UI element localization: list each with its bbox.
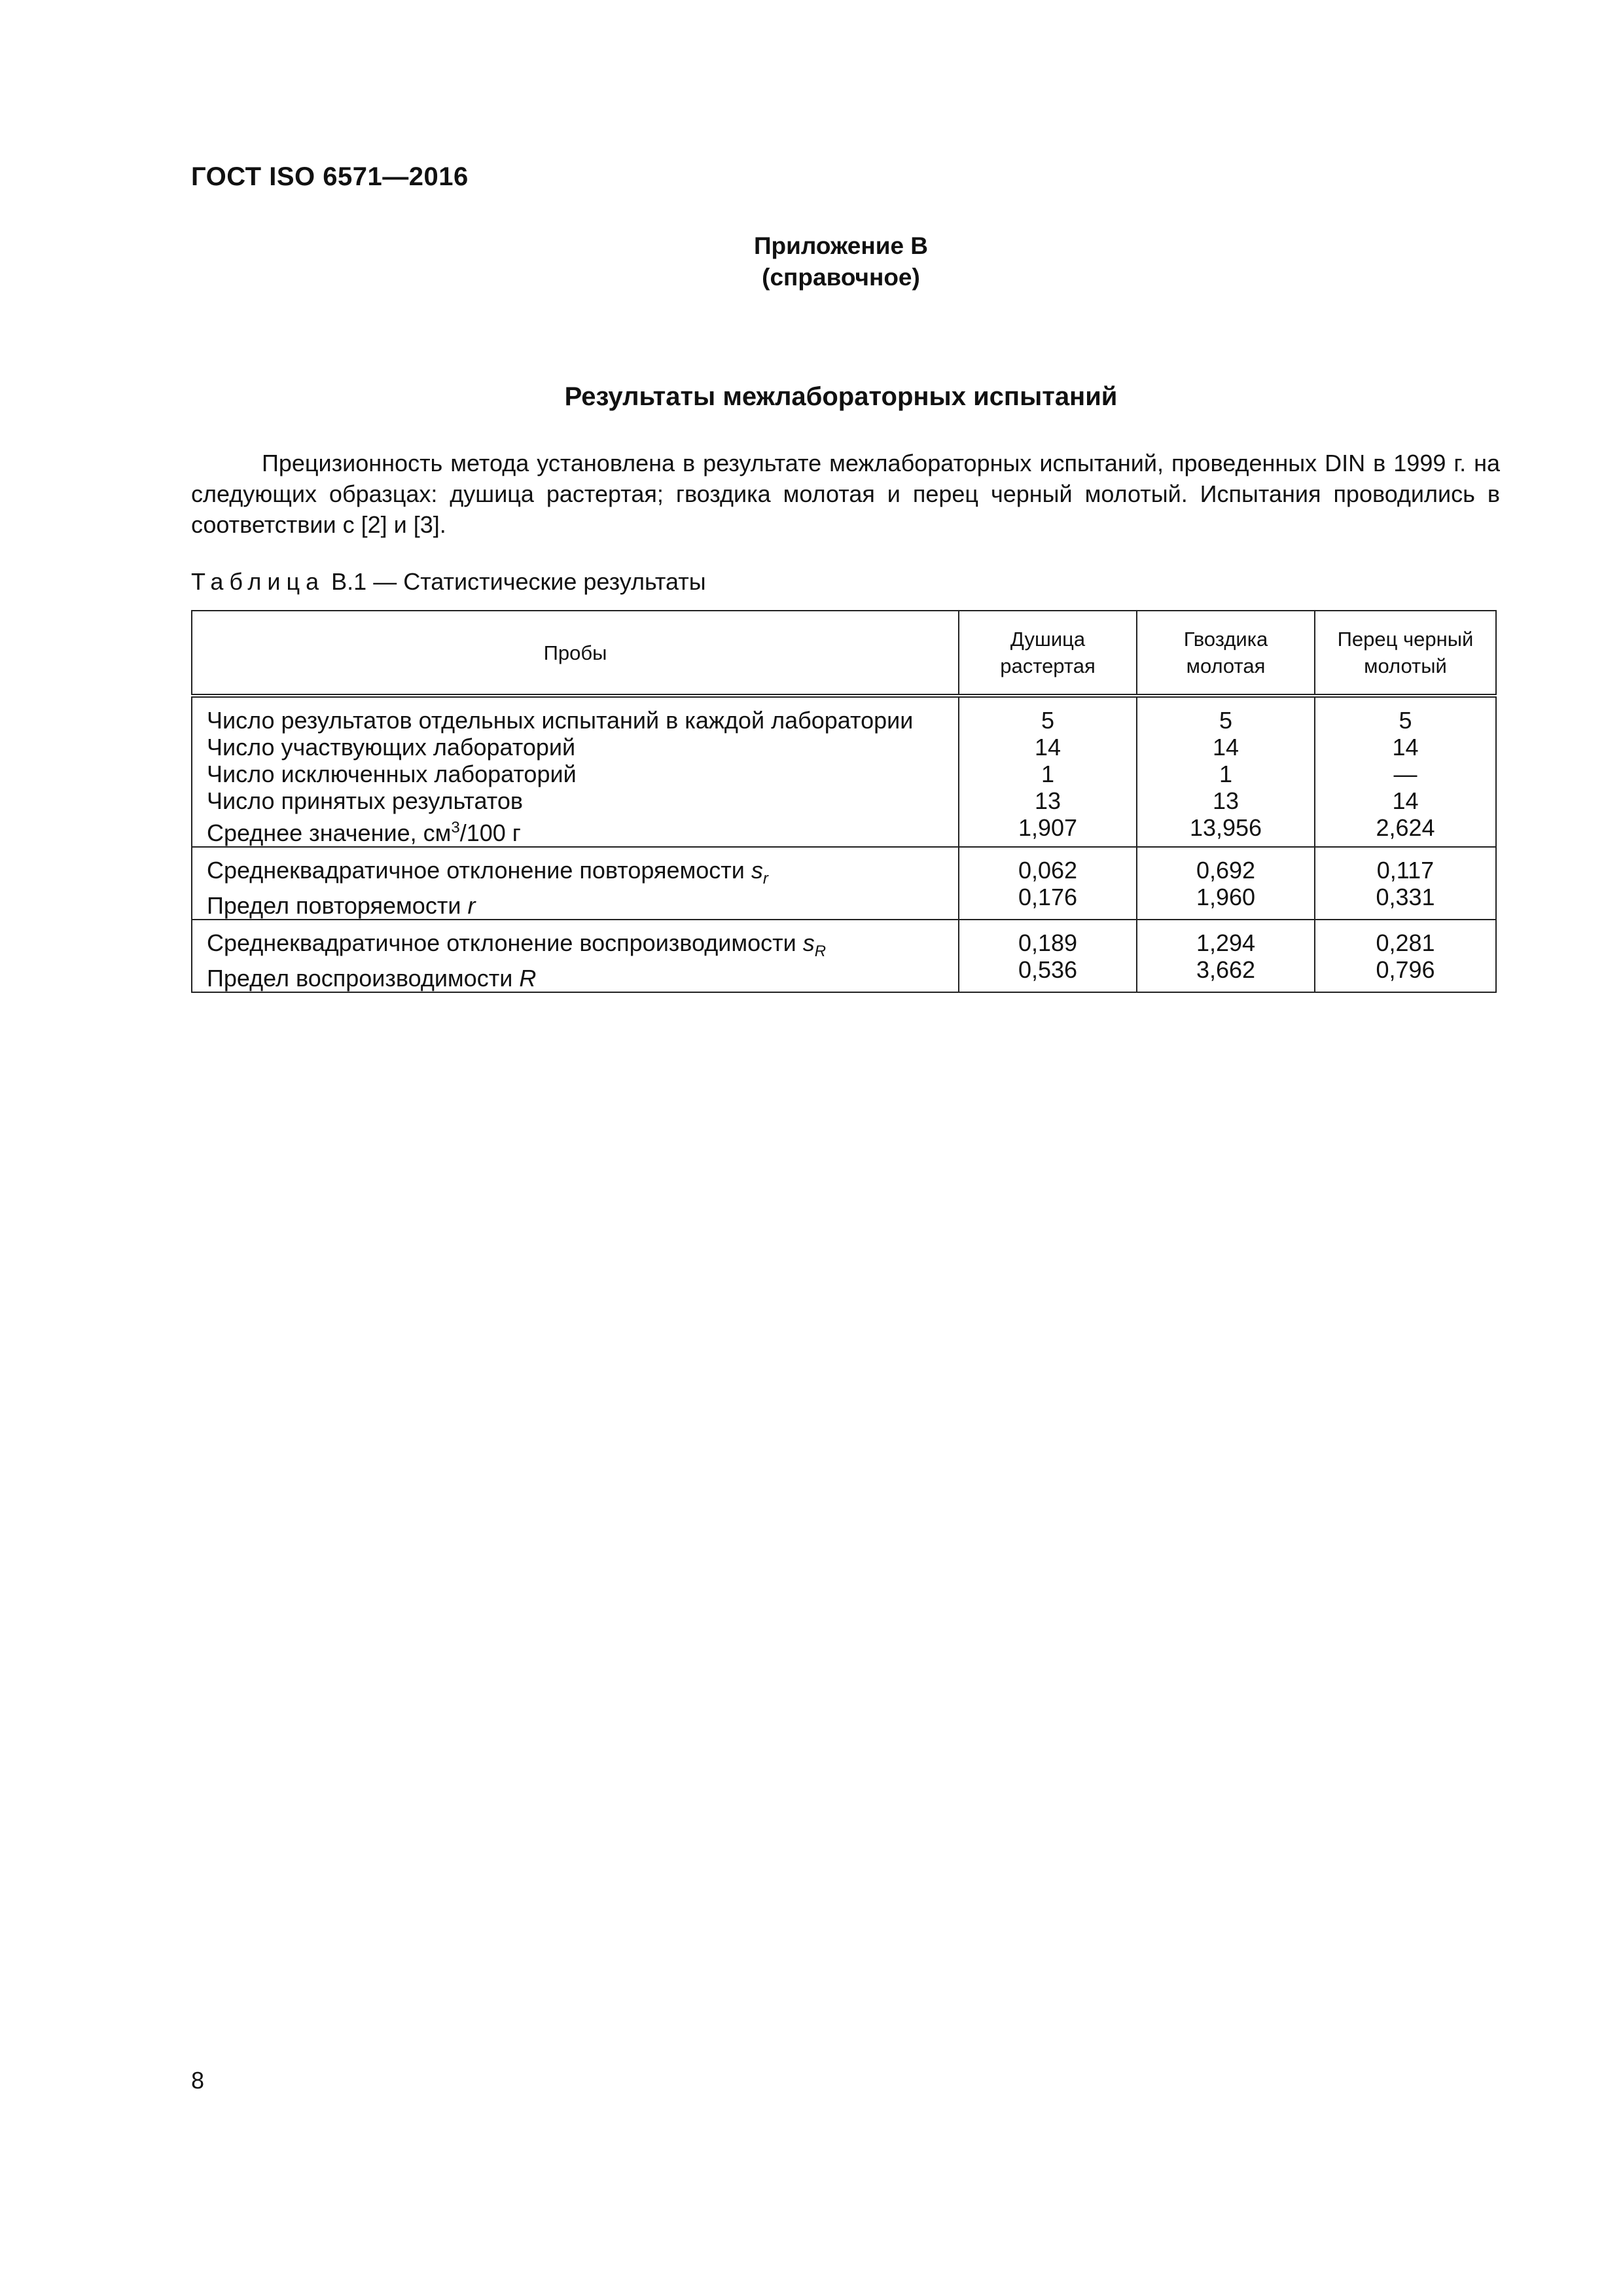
cell-value: 5 [1399, 707, 1412, 734]
cell-value: 13 [1212, 787, 1240, 814]
appendix-block [0, 230, 1623, 293]
row-label: Предел повторяемости r [207, 892, 476, 920]
header-clove: Гвоздика молотая [1137, 611, 1315, 696]
intro-paragraph [191, 448, 1500, 540]
clove-values [1137, 847, 1315, 920]
intro-text: Прецизионность метода установлена в результате межлабораторных испытаний, проведенных DIN в 1999 г. на следующих образцах: душица растертая; гвоздика молотая и перец черный молотый. Испытания проводились в соответствии с [2] и [3]. [191, 450, 1500, 538]
appendix-title: Приложение В [753, 232, 929, 259]
row-labels [192, 847, 959, 920]
cell-value: 14 [1392, 734, 1419, 761]
table-row-group-repeatability [192, 847, 1496, 920]
row-label: Среднеквадратичное отклонение повторяемости $s_r$ [207, 857, 768, 888]
black-pepper-values [1315, 920, 1496, 992]
cell-value: 1 [1219, 761, 1233, 787]
cell-value: 14 [1212, 734, 1240, 761]
cell-value: 0,281 [1376, 929, 1435, 957]
clove-values [1137, 696, 1315, 847]
cell-value: 13,956 [1189, 814, 1262, 841]
row-label: Среднеквадратичное отклонение воспроизводимости $s_R$ [207, 929, 827, 961]
row-label: Число участвующих лабораторий [207, 734, 576, 761]
cell-value: 0,189 [1018, 929, 1078, 957]
cell-value: 5 [1219, 707, 1233, 734]
cell-value: 14 [1392, 787, 1419, 814]
row-label: Предел воспроизводимости R [207, 965, 537, 992]
cell-value: 0,331 [1376, 884, 1435, 910]
cell-value: 0,796 [1376, 956, 1435, 984]
cell-value: 0,536 [1018, 956, 1078, 984]
row-label: Число результатов отдельных испытаний в каждой лаборатории [207, 707, 914, 734]
cell-value: 5 [1041, 707, 1055, 734]
cell-value: 1,294 [1196, 929, 1256, 957]
cell-value: 0,176 [1018, 884, 1078, 910]
table-header-row [192, 611, 1496, 696]
cell-value: 14 [1034, 734, 1061, 761]
cell-value: 0,062 [1018, 857, 1078, 884]
results-table [191, 610, 1497, 993]
table-caption-rest: В.1 — Статистические результаты [331, 568, 706, 595]
cell-value: 2,624 [1376, 814, 1435, 841]
row-label: Число исключенных лабораторий [207, 761, 577, 787]
table-row-group-reproducibility [192, 920, 1496, 992]
row-labels [192, 696, 959, 847]
section-heading: Результаты межлабораторных испытаний [564, 382, 1118, 411]
header-oregano: Душица растертая [959, 611, 1137, 696]
cell-value: 0,117 [1376, 857, 1435, 884]
cell-value: 3,662 [1196, 956, 1256, 984]
row-label: Число принятых результатов [207, 787, 523, 814]
oregano-values [959, 920, 1137, 992]
cell-value: — [1393, 761, 1418, 787]
cell-value: 1,907 [1018, 814, 1078, 841]
cell-value: 13 [1034, 787, 1061, 814]
black-pepper-values [1315, 696, 1496, 847]
black-pepper-values [1315, 847, 1496, 920]
cell-value: 0,692 [1196, 857, 1256, 884]
table-row-group-general [192, 696, 1496, 847]
row-labels [192, 920, 959, 992]
standard-code: ГОСТ ISO 6571—2016 [191, 162, 469, 191]
clove-values [1137, 920, 1315, 992]
header-black-pepper: Перец черный молотый [1315, 611, 1496, 696]
page-number: 8 [191, 2067, 205, 2094]
header-samples: Пробы [192, 611, 959, 696]
cell-value: 1,960 [1196, 884, 1256, 910]
table-caption [191, 568, 706, 596]
table-caption-word: Таблица [191, 568, 325, 595]
appendix-status: (справочное) [762, 264, 920, 291]
oregano-values [959, 696, 1137, 847]
row-label-mean: Среднее значение, $см^3/100$ г [207, 819, 521, 846]
cell-value: 1 [1041, 761, 1055, 787]
oregano-values [959, 847, 1137, 920]
